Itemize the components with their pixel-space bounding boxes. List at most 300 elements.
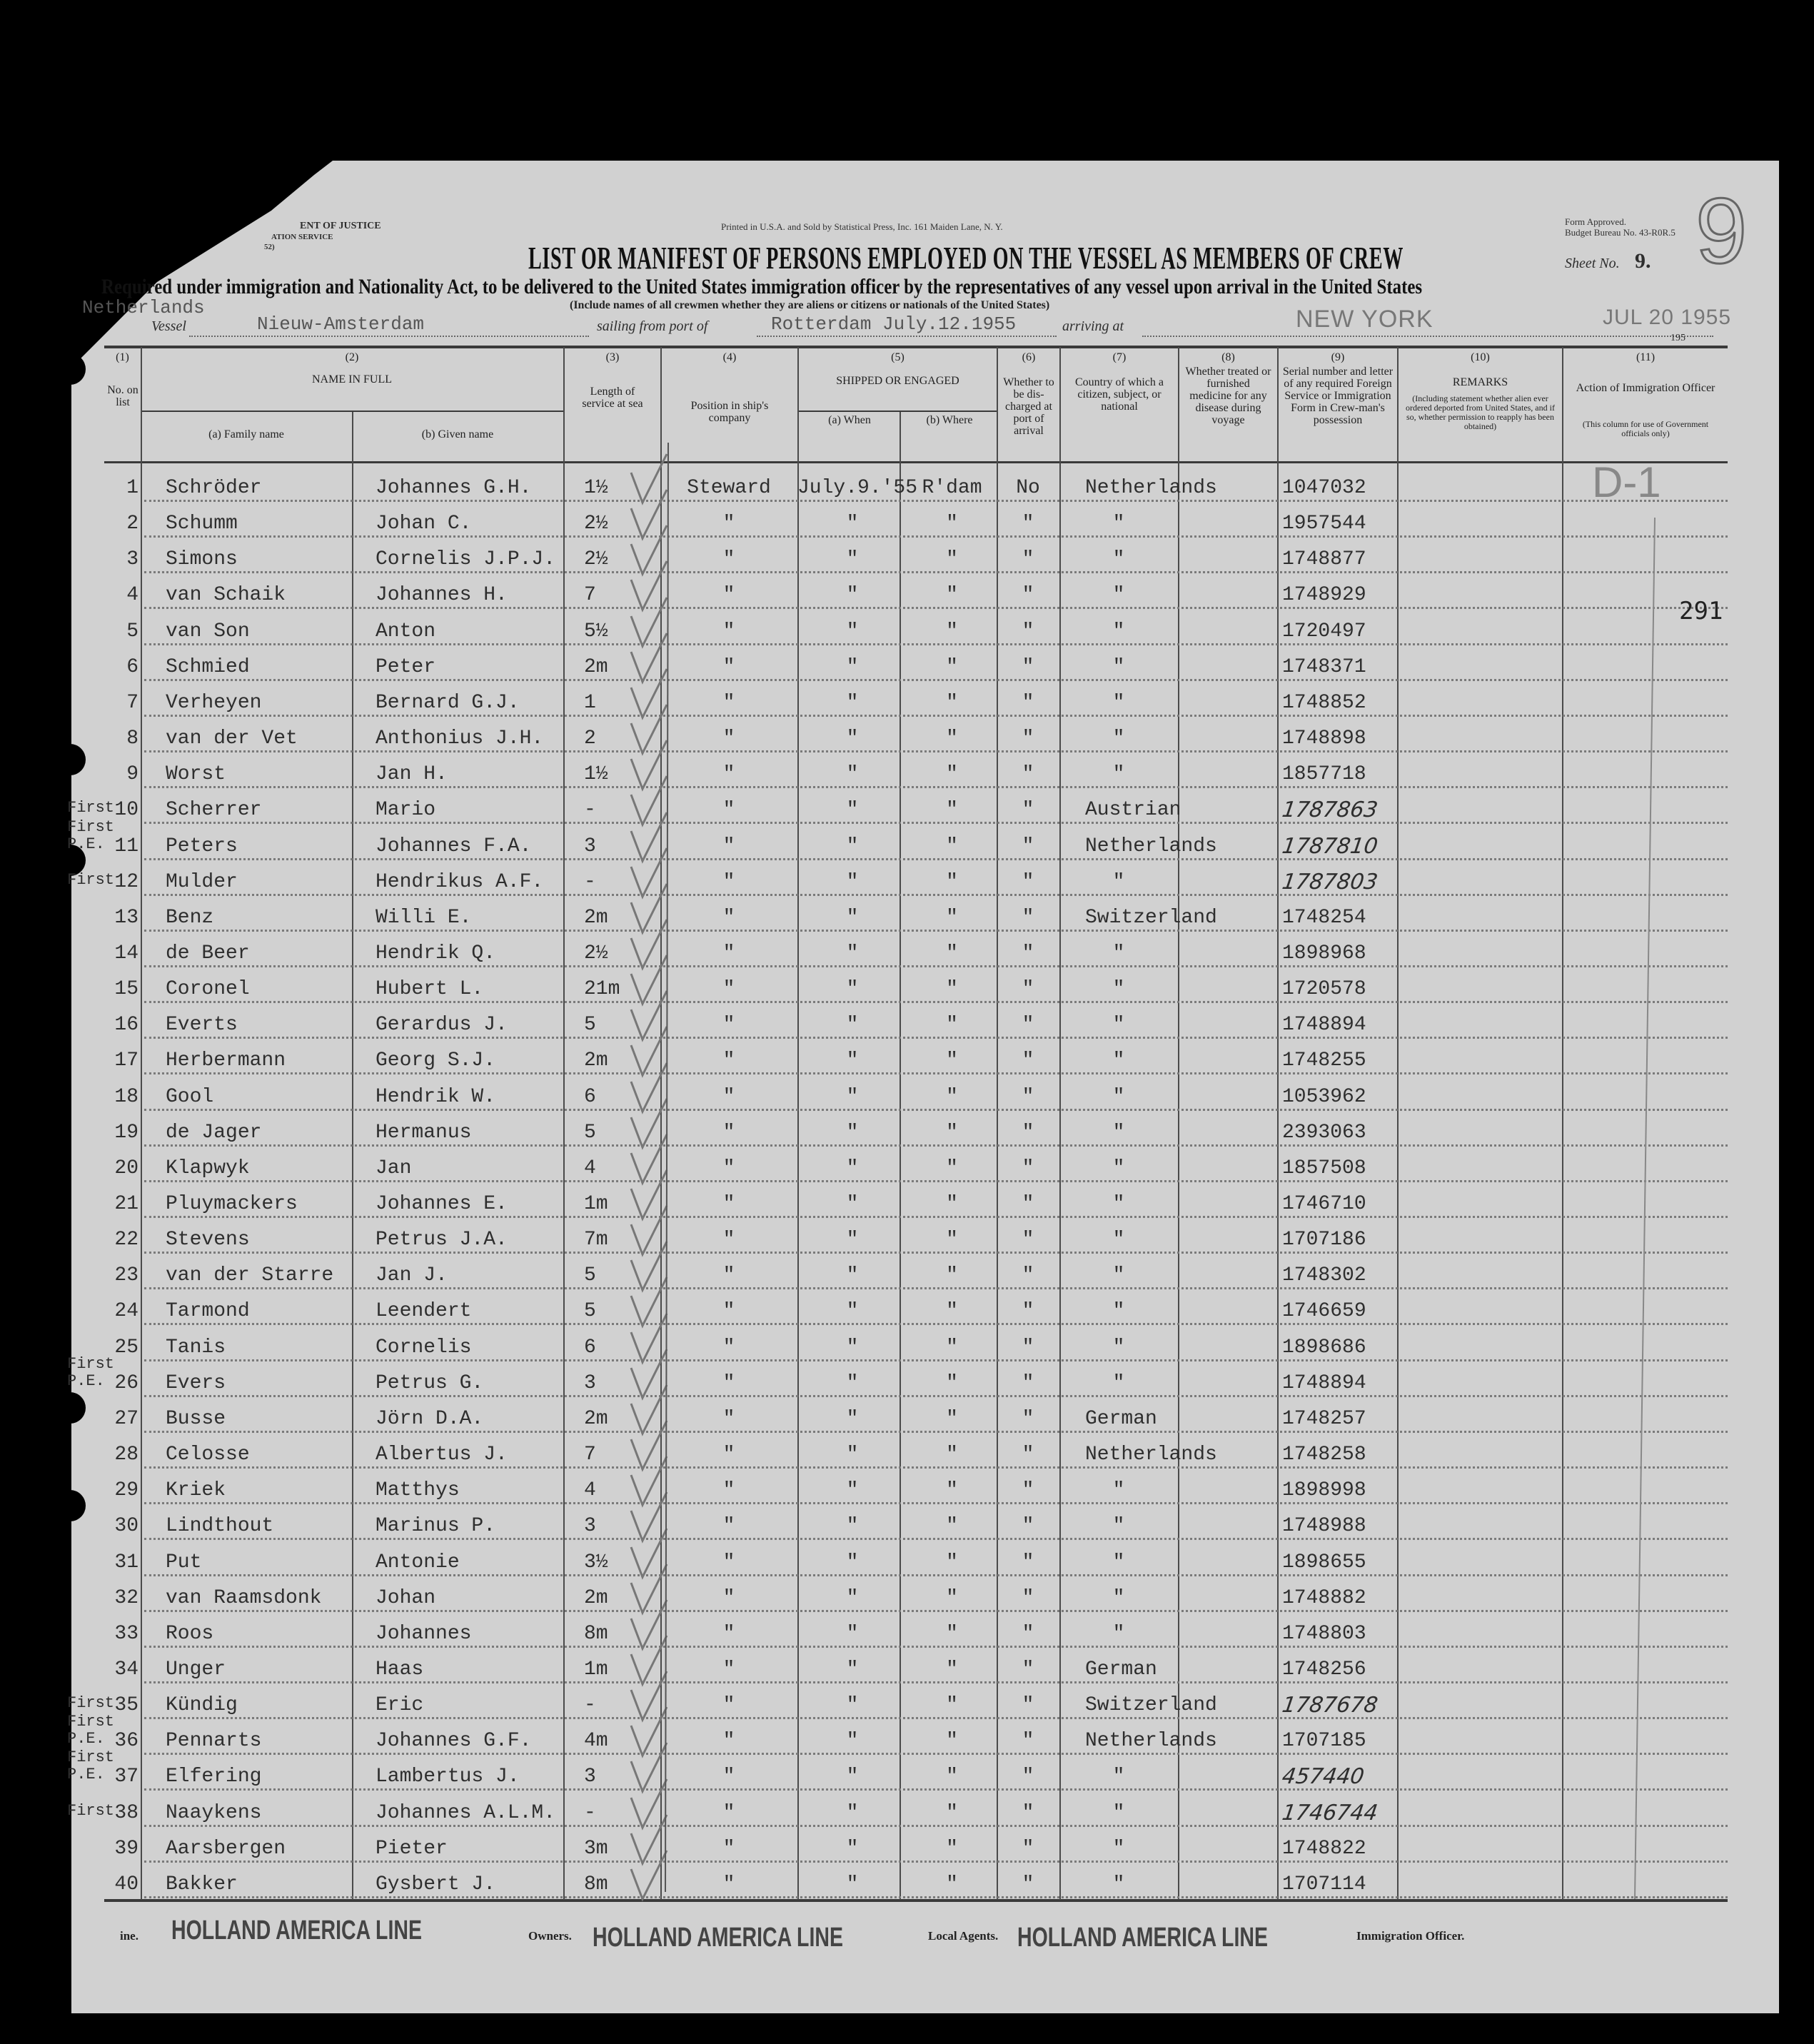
row-number: 23 [114,1264,138,1287]
col11-note: (This column for use of Government officials only) [1582,419,1709,438]
country: " [1112,1622,1125,1645]
country: " [1112,1371,1125,1394]
serial-number: 1707185 [1282,1730,1366,1753]
pencil-action-line [1635,518,1655,1899]
col5-number: (5) [891,351,905,363]
given-name: Johannes G.H. [376,477,532,499]
family-name: Roos [166,1622,214,1645]
discharged: " [1022,870,1034,893]
col7-number: (7) [1112,351,1127,363]
serial-number: 1748894 [1282,1371,1366,1394]
discharged: " [1022,799,1034,822]
given-name: Johannes A.L.M. [376,1801,556,1824]
master-stamp: HOLLAND AMERICA LINE [171,1915,422,1945]
row-number: 21 [114,1193,138,1215]
given-name: Jörn D.A. [376,1407,484,1430]
country: " [1112,1193,1125,1215]
position: " [722,978,735,1001]
row-number: 34 [114,1658,138,1681]
serial-number: 1748257 [1282,1407,1366,1430]
sheet-stamp-number: 9 [1695,178,1748,283]
country: " [1112,584,1125,607]
service-length: - [584,1694,596,1717]
given-name: Cornelis J.P.J. [376,548,556,571]
position: " [722,870,735,893]
discharged: " [1022,906,1034,929]
shipped-when: " [846,870,859,893]
position: " [722,1837,735,1860]
family-name: Peters [166,835,238,857]
owners-label: Owners. [528,1929,572,1943]
service-length: 2m [584,655,608,678]
given-name: Gysbert J. [376,1873,496,1896]
country: " [1112,1479,1125,1502]
discharged: " [1022,513,1034,535]
service-length: - [584,870,596,893]
shipped-when: " [846,1586,859,1609]
shipped-when: " [846,1229,859,1252]
family-name: Herbermann [166,1049,286,1072]
row-number: 18 [114,1085,138,1108]
row-number: 2 [126,513,138,535]
country: Netherlands [1085,835,1217,857]
family-name: van Schaik [166,584,286,607]
shipped-when: " [846,1694,859,1717]
row-number: 9 [126,763,138,786]
shipped-when: " [846,655,859,678]
shipped-when: " [846,1336,859,1359]
discharged: " [1022,1157,1034,1179]
col2b-header: (b) Given name [421,428,494,440]
discharged: " [1022,1837,1034,1860]
serial-number: 1748256 [1282,1658,1366,1681]
page-stamp-number: 291 [1679,597,1723,625]
row-number: 26 [114,1371,138,1394]
discharged: " [1022,1371,1034,1394]
country: " [1112,870,1125,893]
family-name: Everts [166,1014,238,1037]
position: " [722,1444,735,1466]
serial-number: 1748371 [1282,655,1366,678]
shipped-where: " [946,1407,958,1430]
country: " [1112,728,1125,750]
family-name: van der Vet [166,728,298,750]
country: Netherlands [1085,1444,1217,1466]
serial-number: 1720578 [1282,978,1366,1001]
col11-header: Action of Immigration Officer [1576,382,1715,394]
given-name: Johan C. [376,513,472,535]
serial-number: 1748302 [1282,1264,1366,1287]
discharged: " [1022,1766,1034,1788]
col5a-header: (a) When [828,414,871,426]
row-prefix-pe: P.E. [67,1730,105,1748]
serial-number: 1748988 [1282,1515,1366,1538]
shipped-where: " [946,1551,958,1574]
shipped-when: " [846,691,859,714]
row-number: 33 [114,1622,138,1645]
col1-number: (1) [116,351,129,363]
family-name: Elfering [166,1766,262,1788]
shipped-where: " [946,1300,958,1323]
country: " [1112,1801,1125,1824]
service-length: 6 [584,1085,596,1108]
country: " [1112,1014,1125,1037]
row-number: 14 [114,942,138,965]
form-number: 52) [264,243,275,251]
row-number: 3 [126,548,138,571]
serial-number: 1787863 [1280,797,1380,823]
col8-header: Whether treated or furnished medicine for any disease during voyage [1185,366,1271,426]
serial-number: 2393063 [1282,1121,1366,1144]
family-name: Kündig [166,1694,238,1717]
shipped-where: " [946,1014,958,1037]
serial-number: 1053962 [1282,1085,1366,1108]
service-length: 5 [584,1014,596,1037]
shipped-when: " [846,1873,859,1896]
row-number: 38 [114,1801,138,1824]
row-number: 1 [126,477,138,499]
row-number: 32 [114,1586,138,1609]
shipped-when: " [846,799,859,822]
shipped-when: " [846,548,859,571]
col2-header: NAME IN FULL [312,373,392,386]
row-number: 10 [114,799,138,822]
service-length: - [584,799,596,822]
col5b-header: (b) Where [926,414,973,426]
shipped-where: " [946,942,958,965]
discharged: " [1022,978,1034,1001]
shipped-where: " [946,1801,958,1824]
service-length: 2m [584,1586,608,1609]
serial-number: 1720497 [1282,620,1366,643]
family-name: Coronel [166,978,250,1001]
shipped-when: " [846,835,859,857]
discharged: " [1022,620,1034,643]
row-number: 16 [114,1014,138,1037]
row-number: 22 [114,1229,138,1252]
given-name: Albertus J. [376,1444,508,1466]
row-number: 4 [126,584,138,607]
discharged: " [1022,691,1034,714]
pencil-vertical-line [665,443,668,1892]
position: " [722,1371,735,1394]
service-length: 3m [584,1837,608,1860]
arriving-label: arriving at [1062,318,1124,334]
col2-number: (2) [345,351,359,363]
discharged: " [1022,1300,1034,1323]
shipped-where: " [946,548,958,571]
family-name: Schmied [166,655,250,678]
shipped-where: " [946,870,958,893]
discharged: " [1022,1014,1034,1037]
arrival-date-stamp: JUL 20 1955 [1603,306,1732,329]
shipped-where: " [946,728,958,750]
service-length: 7 [584,1444,596,1466]
shipped-where: " [946,1444,958,1466]
col5-header: SHIPPED OR ENGAGED [836,375,959,387]
col11-number: (11) [1636,351,1656,363]
serial-number: 1707186 [1282,1229,1366,1252]
col10-number: (10) [1471,351,1490,363]
row-number: 28 [114,1444,138,1466]
shipped-where: " [946,1121,958,1144]
row-number: 39 [114,1837,138,1860]
shipped-where: " [946,1229,958,1252]
discharged: " [1022,1336,1034,1359]
position: " [722,906,735,929]
shipped-when: " [846,1407,859,1430]
shipped-where: " [946,620,958,643]
position: " [722,1193,735,1215]
service-length: 3½ [584,1551,608,1574]
shipped-when: " [846,620,859,643]
col9-number: (9) [1331,351,1345,363]
family-name: Unger [166,1658,226,1681]
serial-number: 1748852 [1282,691,1366,714]
shipped-when: " [846,763,859,786]
country: " [1112,1157,1125,1179]
shipped-when: " [846,1444,859,1466]
given-name: Eric [376,1694,424,1717]
given-name: Georg S.J. [376,1049,496,1072]
shipped-when: " [846,1551,859,1574]
serial-number: 1748803 [1282,1622,1366,1645]
discharged: " [1022,1873,1034,1896]
shipped-where: " [946,1515,958,1538]
position: " [722,513,735,535]
given-name: Petrus G. [376,1371,484,1394]
serial-number: 1957544 [1282,513,1366,535]
service-length: 2m [584,1407,608,1430]
shipped-where: " [946,1766,958,1788]
year-prefix: 195 [1671,333,1685,343]
serial-number: 457440 [1280,1764,1366,1790]
serial-number: 1787810 [1280,833,1380,859]
row-number: 40 [114,1873,138,1896]
service-length: 8m [584,1873,608,1896]
position: Steward [687,477,771,499]
sheet-label: Sheet No. [1565,256,1620,271]
shipped-where: " [946,1371,958,1394]
shipped-where: " [946,584,958,607]
col3-number: (3) [605,351,620,363]
row-number: 19 [114,1121,138,1144]
shipped-where: " [946,978,958,1001]
position: " [722,1586,735,1609]
discharged: " [1022,584,1034,607]
row-number: 35 [114,1694,138,1717]
family-name: de Beer [166,942,250,965]
position: " [722,1229,735,1252]
family-name: Tanis [166,1336,226,1359]
action-mark: D-1 [1592,458,1661,506]
shipped-where: " [946,691,958,714]
given-name: Anton [376,620,436,643]
given-name: Jan H. [376,763,448,786]
family-name: Worst [166,763,226,786]
sailing-port-date: Rotterdam July.12.1955 [771,313,1017,335]
country: " [1112,1300,1125,1323]
family-name: Naaykens [166,1801,262,1824]
col10-note: (Including statement whether alien ever ordered deported from United States, and if so, whether permission to reapply has been obtained) [1406,393,1555,431]
country: Netherlands [1085,477,1217,499]
serial-number: 1746659 [1282,1300,1366,1323]
row-number: 37 [114,1766,138,1788]
row-number: 15 [114,978,138,1001]
row-number: 31 [114,1551,138,1574]
row-number: 24 [114,1300,138,1323]
family-name: Scherrer [166,799,262,822]
country: Austrian [1085,799,1181,822]
serial-number: 1748258 [1282,1444,1366,1466]
shipped-when: " [846,584,859,607]
shipped-when: " [846,1264,859,1287]
vessel-name: Nieuw-Amsterdam [257,313,425,335]
service-line: ATION SERVICE [271,233,333,241]
country: " [1112,1766,1125,1788]
shipped-when: July.9.'55 [797,477,918,499]
country: " [1112,513,1125,535]
family-name: Benz [166,906,214,929]
given-name: Leendert [376,1300,472,1323]
country: " [1112,620,1125,643]
given-name: Johannes [376,1622,472,1645]
service-length: - [584,1801,596,1824]
shipped-where: " [946,1479,958,1502]
officer-label: Immigration Officer. [1356,1929,1465,1943]
service-length: 1½ [584,763,608,786]
discharged: " [1022,1479,1034,1502]
service-length: 7 [584,584,596,607]
family-name: van der Starre [166,1264,334,1287]
country: " [1112,691,1125,714]
service-length: 4m [584,1730,608,1753]
given-name: Johannes G.F. [376,1730,532,1753]
service-length: 21m [584,978,620,1001]
country: Netherlands [1085,1730,1217,1753]
position: " [722,1515,735,1538]
given-name: Johannes F.A. [376,835,532,857]
discharged: " [1022,728,1034,750]
row-number: 29 [114,1479,138,1502]
discharged: " [1022,1444,1034,1466]
given-name: Anthonius J.H. [376,728,544,750]
shipped-when: " [846,1300,859,1323]
discharged: " [1022,942,1034,965]
service-length: 6 [584,1336,596,1359]
shipped-where: " [946,1837,958,1860]
service-length: 2½ [584,513,608,535]
col6-number: (6) [1022,351,1036,363]
country: " [1112,978,1125,1001]
row-prefix: First [67,1694,115,1713]
shipped-when: " [846,942,859,965]
agents-stamp: HOLLAND AMERICA LINE [1017,1923,1268,1953]
col4-header: Position in ship's company [690,400,769,424]
position: " [722,1085,735,1108]
given-name: Hermanus [376,1121,472,1144]
family-name: Schumm [166,513,238,535]
serial-number: 1857508 [1282,1157,1366,1179]
discharged: " [1022,1121,1034,1144]
family-name: Aarsbergen [166,1837,286,1860]
serial-number: 1707114 [1282,1873,1366,1896]
serial-number: 1898968 [1282,942,1366,965]
serial-number: 1898655 [1282,1551,1366,1574]
serial-number: 1857718 [1282,763,1366,786]
shipped-where: R'dam [922,477,982,499]
shipped-where: " [946,1586,958,1609]
col6-header: Whether to be dis-charged at port of arrival [1003,376,1054,437]
family-name: Celosse [166,1444,250,1466]
discharged: " [1022,1730,1034,1753]
serial-number: 1787803 [1280,869,1380,895]
shipped-where: " [946,1730,958,1753]
serial-number: 1748877 [1282,548,1366,571]
shipped-where: " [946,513,958,535]
family-name: Gool [166,1085,214,1108]
shipped-where: " [946,763,958,786]
service-length: 4 [584,1157,596,1179]
service-length: 5 [584,1121,596,1144]
family-name: van Son [166,620,250,643]
row-prefix: First [67,1713,115,1731]
country: " [1112,1336,1125,1359]
discharged: " [1022,1658,1034,1681]
discharged: " [1022,1085,1034,1108]
shipped-when: " [846,513,859,535]
row-number: 36 [114,1730,138,1753]
arrival-port-stamp: NEW YORK [1296,306,1433,333]
master-label: ine. [120,1929,138,1943]
shipped-when: " [846,1193,859,1215]
service-length: 3 [584,835,596,857]
col7-header: Country of which a citizen, subject, or national [1075,376,1164,413]
shipped-where: " [946,1873,958,1896]
row-number: 11 [114,835,138,857]
position: " [722,1622,735,1645]
discharged: " [1022,1622,1034,1645]
row-prefix: First [67,1748,115,1767]
printer-line: Printed in U.S.A. and Sold by Statistical Press, Inc. 161 Maiden Lane, N. Y. [721,221,1003,232]
given-name: Mario [376,799,436,822]
given-name: Pieter [376,1837,448,1860]
given-name: Lambertus J. [376,1766,520,1788]
family-name: Verheyen [166,691,262,714]
col4-number: (4) [722,351,737,363]
serial-number: 1748255 [1282,1049,1366,1072]
col10-header: REMARKS [1452,376,1508,388]
col3-header: Length of service at sea [582,386,643,410]
row-prefix: First [67,1354,115,1373]
country: " [1112,1085,1125,1108]
agents-label: Local Agents. [928,1929,999,1943]
position: " [722,1873,735,1896]
position: " [722,655,735,678]
service-length: 3 [584,1371,596,1394]
row-number: 25 [114,1336,138,1359]
col2a-header: (a) Family name [208,428,284,440]
service-length: 2½ [584,548,608,571]
given-name: Antonie [376,1551,460,1574]
row-prefix-pe: P.E. [67,1766,105,1784]
row-prefix: First [67,799,115,817]
shipped-where: " [946,1694,958,1717]
service-length: 8m [584,1622,608,1645]
country: " [1112,1515,1125,1538]
service-length: 1½ [584,477,608,499]
given-name: Johannes H. [376,584,508,607]
